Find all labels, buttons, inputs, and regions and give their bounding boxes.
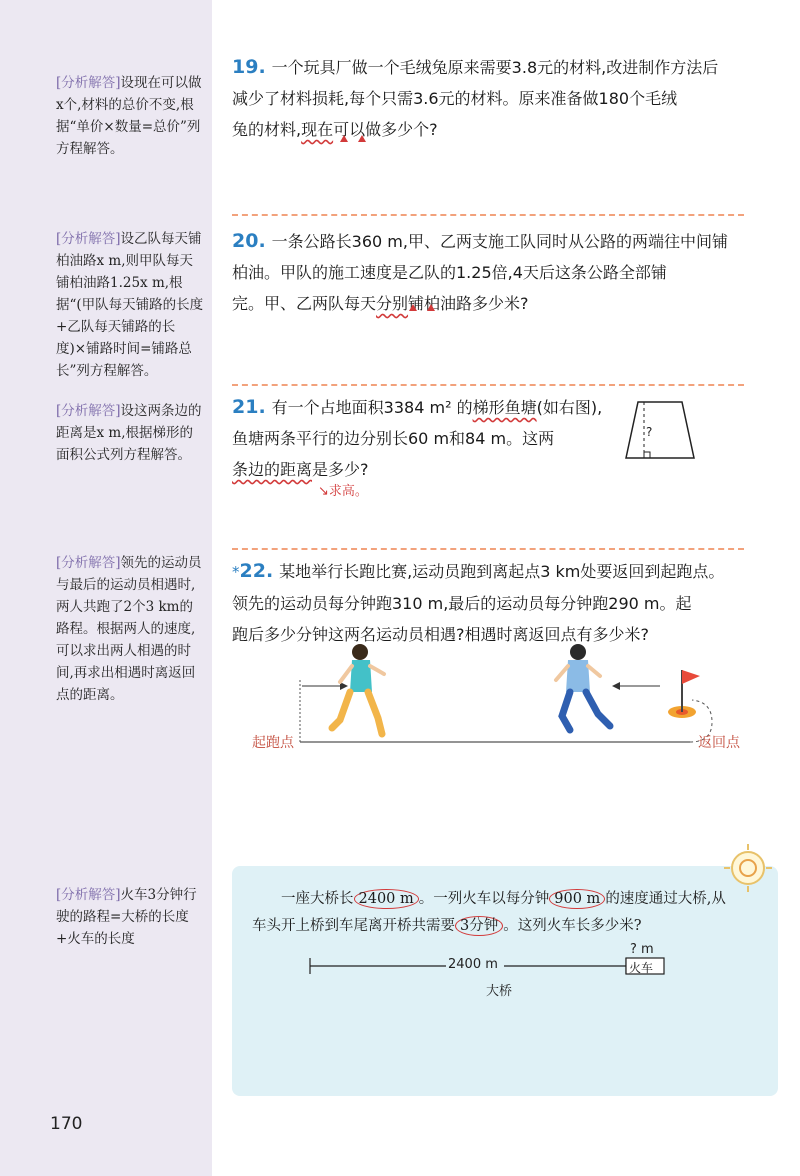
- example-p1: 一座大桥长: [281, 891, 354, 907]
- arrow-left-icon: [612, 682, 620, 690]
- q20-line2: 柏油。甲队的施工速度是乙队的1.25倍,4天后这条公路全部铺: [232, 263, 667, 282]
- page-number: 170: [50, 1114, 83, 1134]
- note-tag: [分析解答]: [56, 75, 121, 91]
- q21-line2: 鱼塘两条平行的边分别长60 m和84 m。这两: [232, 429, 555, 448]
- question-21: [232, 392, 622, 485]
- question-20: [232, 226, 752, 319]
- circled-time: 3分钟: [455, 916, 503, 936]
- note-tag: [分析解答]: [56, 555, 121, 571]
- q21-keyword-distance: 条边的距离: [232, 460, 313, 479]
- trapezoid-shape: [626, 402, 694, 458]
- example-p4: 车头开上桥到车尾离开桥共需要: [252, 918, 455, 934]
- note-text: 火车3分钟行驶的路程=大桥的长度+火车的长度: [56, 887, 197, 947]
- q21-line1c: (如右图),: [536, 398, 603, 417]
- note-22: [56, 552, 204, 706]
- note-text: 设现在可以做x个,材料的总价不变,根据“单价×数量=总价”列方程解答。: [56, 75, 202, 157]
- note-tag: [分析解答]: [56, 403, 121, 419]
- q19-keyword: 现在: [301, 120, 334, 139]
- note-19: [56, 72, 204, 160]
- q22-line3: 跑后多少分钟这两名运动员相遇?相遇时离返回点有多少米?: [232, 625, 649, 644]
- circled-bridge-length: 2400 m: [354, 889, 419, 909]
- question-number: 22.: [239, 560, 274, 582]
- note-21: [56, 400, 204, 466]
- q20-line3a: 完。甲、乙两队每天: [232, 294, 377, 313]
- q20-keyword: 分别: [376, 294, 409, 313]
- q21-keyword-pond: 梯形鱼塘: [472, 398, 537, 417]
- note-example: [56, 884, 204, 950]
- emphasis-mark: [427, 304, 435, 311]
- divider: [232, 214, 744, 216]
- note-text: 设这两条边的距离是x m,根据梯形的面积公式列方程解答。: [56, 403, 202, 463]
- bridge-label: 大桥: [486, 984, 513, 999]
- q22-line2: 领先的运动员每分钟跑310 m,最后的运动员每分钟跑290 m。起: [232, 594, 692, 613]
- question-number: 20.: [232, 230, 266, 252]
- note-tag: [分析解答]: [56, 231, 121, 247]
- example-p5: 。这列火车长多少米?: [503, 918, 642, 934]
- optional-star: *: [232, 563, 240, 581]
- hint-label: 求高。: [328, 484, 368, 499]
- runner-boy-icon: [556, 644, 610, 730]
- q20-line1: 一条公路长360 m,甲、乙两支施工队同时从公路的两端往中间铺: [271, 232, 728, 251]
- q21-line1a: 有一个占地面积3384 m² 的: [271, 398, 473, 417]
- q21-line3b: 是多少?: [312, 460, 369, 479]
- train-label: 火车: [629, 961, 654, 975]
- trapezoid-figure: [618, 396, 700, 466]
- q19-line2: 减少了材料损耗,每个只需3.6元的材料。原来准备做180个毛绒: [232, 89, 678, 108]
- q20-line3c: 铺柏油路多少米?: [408, 294, 529, 313]
- circled-train-speed: 900 m: [549, 889, 605, 909]
- runner-girl-icon: [332, 644, 384, 734]
- q19-line3c: 可以做多少个?: [333, 120, 438, 139]
- emphasis-mark: [358, 135, 366, 142]
- note-text: 领先的运动员与最后的运动员相遇时,两人共跑了2个3 km的路程。根据两人的速度,可以求出两人相遇的时间,再求出相遇时离返回点的距离。: [56, 555, 202, 703]
- q22-line1: 某地举行长跑比赛,运动员跑到离起点3 km处要返回到起跑点。: [279, 562, 725, 581]
- train-length-label: ? m: [630, 942, 654, 957]
- height-label: ?: [646, 425, 653, 439]
- q19-line1: 一个玩具厂做一个毛绒兔原来需要3.8元的材料,改进制作方法后: [271, 58, 719, 77]
- question-number: 19.: [232, 56, 266, 78]
- note-20: [56, 228, 204, 382]
- turn-point-label: 返回点: [698, 735, 740, 751]
- example-p2: 。一列火车以每分钟: [418, 891, 550, 907]
- q19-line3a: 兔的材料,: [232, 120, 302, 139]
- bridge-length-label: 2400 m: [448, 957, 498, 972]
- hint-text: ↘求高。: [318, 484, 368, 499]
- note-tag: [分析解答]: [56, 887, 121, 903]
- example-text: [252, 886, 752, 940]
- question-19: [232, 52, 752, 145]
- question-number: 21.: [232, 396, 266, 418]
- right-angle-mark: [644, 452, 650, 458]
- divider: [232, 384, 744, 386]
- emphasis-mark: [409, 304, 417, 311]
- note-text: 设乙队每天铺柏油路x m,则甲队每天铺柏油路1.25x m,根据“(甲队每天铺路的长度+乙队每天铺路的长度)×铺路时间=铺路总长”列方程解答。: [56, 231, 204, 379]
- example-p3: 的速度通过大桥,从: [605, 891, 726, 907]
- start-point-label: 起跑点: [252, 735, 294, 751]
- flag-icon: [668, 670, 700, 718]
- divider: [232, 548, 744, 550]
- emphasis-mark: [340, 135, 348, 142]
